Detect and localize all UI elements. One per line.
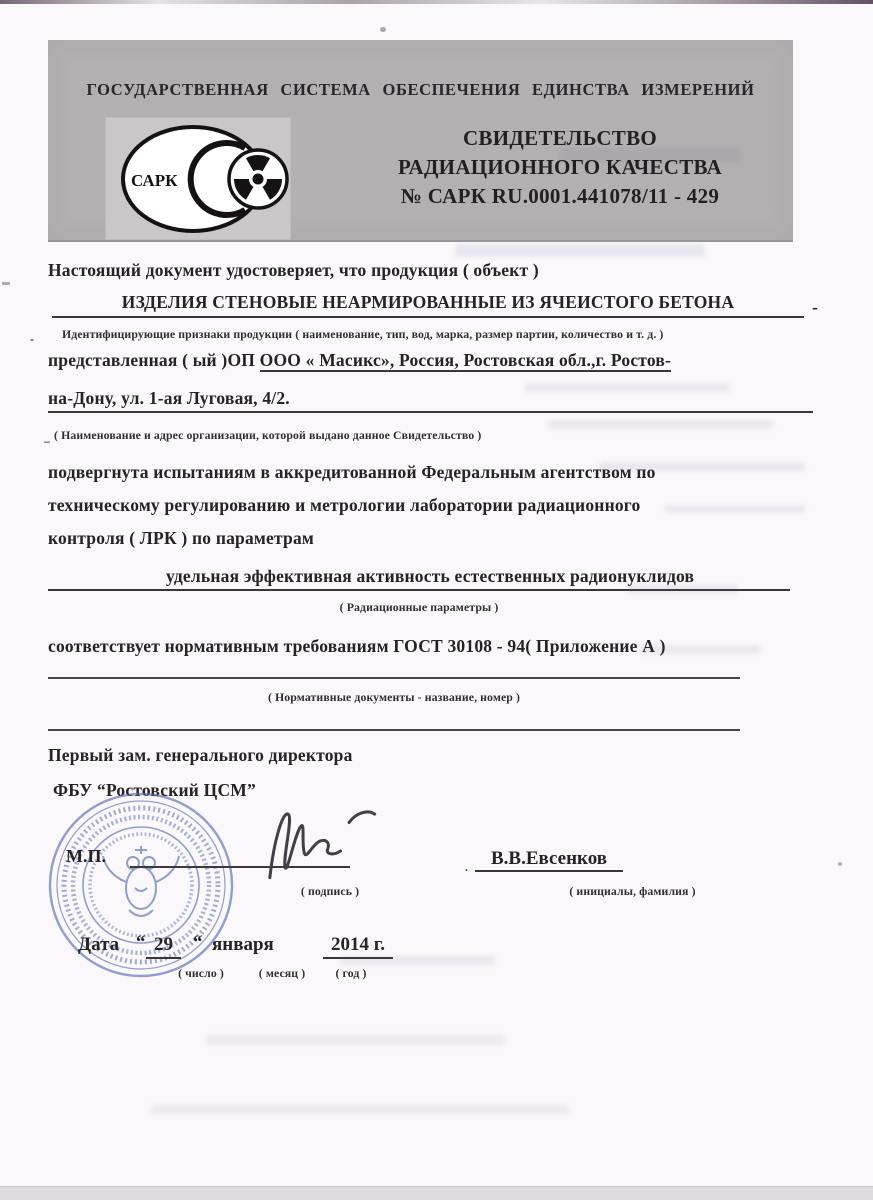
bleed-artifact [455,244,705,257]
date-label: Дата [78,934,120,955]
bleed-artifact [548,420,773,429]
radiation-parameter: удельная эффективная активность естественных радионуклидов [160,566,700,591]
organization-address: на-Дону, ул. 1-ая Луговая, 4/2. [48,388,290,413]
radiation-trefoil-icon [229,150,287,208]
title-line-1: СВИДЕТЕЛЬСТВО [462,126,658,150]
sark-logo-label: САРК [131,171,178,190]
product-name-line: ИЗДЕЛИЯ СТЕНОВЫЕ НЕАРМИРОВАННЫЕ ИЗ ЯЧЕИСТОГО БЕТОНА [52,292,804,318]
signer-position-line-2: ФБУ “Ростовский ЦСМ” [53,780,256,800]
presented-line [48,350,671,371]
intro-line: Настоящий документ удостоверяет, что продукция ( объект ) [48,260,539,280]
bleed-artifact [665,505,805,513]
stray-ink-dot: . [465,860,468,874]
bleed-artifact [560,148,740,162]
bleed-artifact [205,1035,505,1045]
year-caption: ( год ) [335,966,367,980]
tested-line-3: контроля ( ЛРК ) по параметрам [48,528,315,548]
product-caption: Идентифицирующие признаки продукции ( наименование, тип, вод, марка, размер партии, количество и т. д. ) [62,327,664,341]
second-blank-line [48,729,740,731]
signer-name-line [465,848,623,874]
signature-caption: ( подпись ) [300,884,360,898]
date-quote-close: “ [193,932,203,953]
title-line-3: № САРК RU.0001.441078/11 - 429 [400,184,720,208]
org-caption-prefix: _ [44,430,50,444]
day-caption: ( число ) [178,966,224,980]
organization-name: ООО « Масикс», Россия, Ростовская обл.,г. Ростов- [259,350,672,370]
date-quote-open: “ [136,932,146,953]
scan-top-edge [0,0,873,4]
name-caption: ( инициалы, фамилия ) [569,884,696,898]
mp-seal-label: М.П. [66,846,106,866]
scan-bottom-edge [0,1186,873,1200]
tested-line-1: подвергнута испытаниям в аккредитованной Федеральным агентством по [48,462,656,482]
sark-logo-graphic [105,117,291,240]
date-day: 29 [146,934,181,959]
product-trailing-dash: - [812,297,819,317]
normative-blank-line [48,677,740,679]
title-line-2: РАДИАЦИОННОГО КАЧЕСТВА [398,155,722,179]
scan-speck [2,282,10,285]
date-month: января [212,934,274,955]
parameter-caption: ( Радиационные параметры ) [339,600,499,614]
bleed-artifact [600,462,805,471]
bleed-artifact [340,956,495,965]
bleed-artifact [628,585,738,594]
bleed-artifact [525,383,730,392]
gsi-system-line: ГОСУДАРСТВЕННАЯ СИСТЕМА ОБЕСПЕЧЕНИЯ ЕДИНСТВА ИЗМЕРЕНИЙ [86,80,755,99]
bleed-artifact [640,645,760,654]
compliance-line: соответствует нормативным требованиям ГОСТ 30108 - 94( Приложение А ) [48,636,666,656]
presented-prefix: представленная ( ый )ОП [48,350,260,370]
bleed-artifact [150,1105,570,1114]
normative-caption: ( Нормативные документы - название, номер ) [267,690,521,704]
certificate-title [330,124,790,211]
signature-scrawl [256,801,385,881]
org-caption: ( Наименование и адрес организации, которой выдано данное Свидетельство ) [54,428,482,442]
scan-speck [380,27,386,32]
month-caption: ( месяц ) [258,966,306,980]
scan-speck [838,862,842,866]
address-underline-filler [290,411,813,413]
signer-name: В.В.Евсенков [475,848,623,872]
tested-line-2: техническому регулированию и метрологии лаборатории радиационного [48,495,641,515]
sark-logo [105,117,291,240]
signer-position-line-1: Первый зам. генерального директора [48,745,353,765]
stamp-eagle-emblem [103,846,179,916]
product-caption-prefix: - [30,332,34,346]
date-year: 2014 г. [323,934,393,959]
parameter-underline-left [48,589,160,591]
